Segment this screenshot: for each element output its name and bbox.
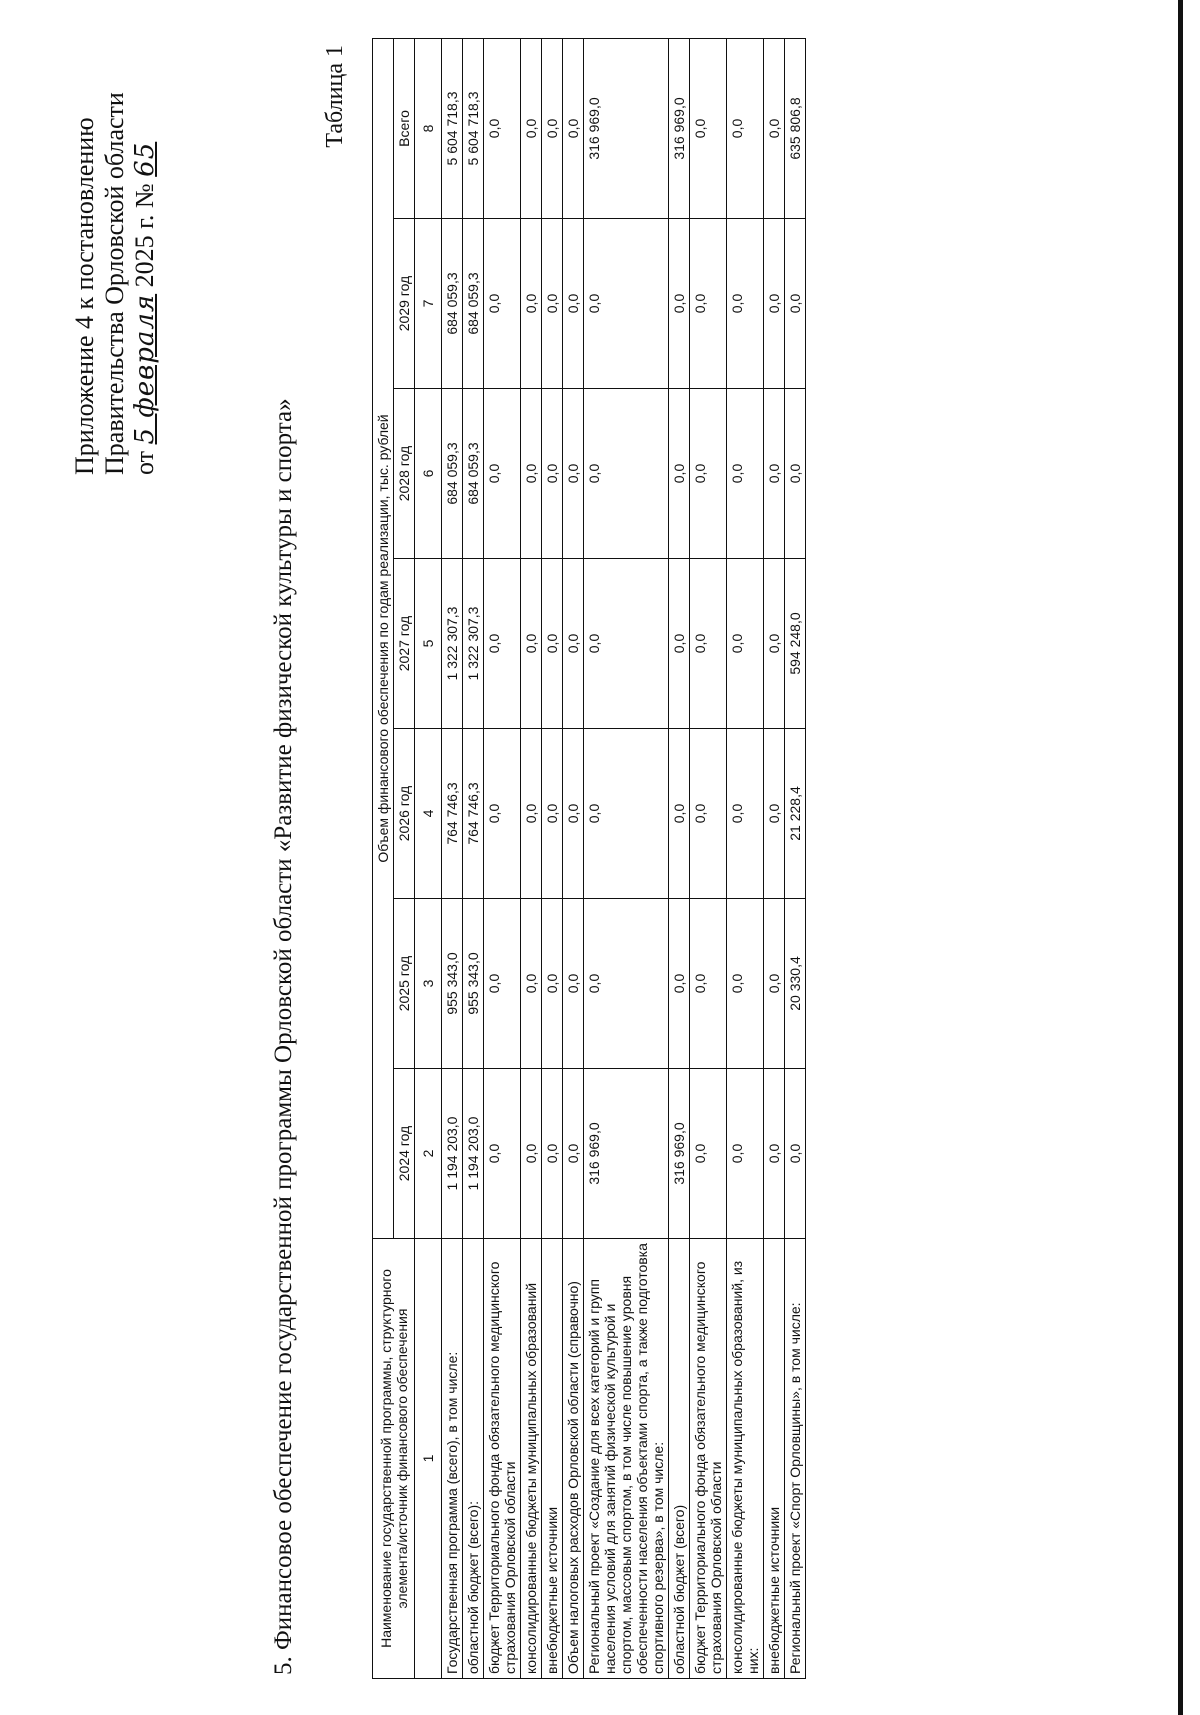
table-row (463, 38, 484, 1678)
row-year-value: 0,0 (669, 899, 690, 1069)
row-total-value: 316 969,0 (669, 38, 690, 218)
row-year-value: 0,0 (669, 559, 690, 729)
table-row (584, 38, 669, 1678)
row-label: Региональный проект «Создание для всех категорий и групп населения условий для занятий физической культурой и спортом, массовым спортом, в том числе повышение уровня обеспеченности населения объектами спорта, а также подготовка спортивного резерва», в том числе: (584, 1239, 669, 1679)
row-year-value: 764 746,3 (463, 729, 484, 899)
row-label: Государственная программа (всего), в том числе: (442, 1239, 463, 1679)
row-year-value: 21 228,4 (785, 729, 806, 899)
appendix-header (70, 15, 160, 475)
row-year-value: 0,0 (727, 559, 764, 729)
year-header: 2026 год (394, 729, 415, 899)
table-row (484, 38, 521, 1678)
row-year-value: 764 746,3 (442, 729, 463, 899)
appendix-line-2: Правительства Орловской области (100, 92, 129, 475)
column-number: 4 (415, 729, 442, 899)
row-label: Объем налоговых расходов Орловской области (справочно) (563, 1239, 584, 1679)
row-total-value: 0,0 (764, 38, 785, 218)
row-year-value: 684 059,3 (463, 389, 484, 559)
year-header: 2025 год (394, 899, 415, 1069)
scan-edge-line (1178, 0, 1183, 1715)
row-total-value: 0,0 (542, 38, 563, 218)
date-year: 2025 г. № (130, 183, 159, 288)
appendix-date-line (130, 15, 160, 475)
appendix-line-1: Приложение 4 к постановлению (70, 117, 99, 475)
row-total-value: 0,0 (563, 38, 584, 218)
row-year-value: 0,0 (542, 559, 563, 729)
row-year-value: 0,0 (521, 899, 542, 1069)
column-number: 1 (415, 1239, 442, 1679)
date-prefix: от (130, 450, 159, 475)
column-number: 8 (415, 38, 442, 218)
row-year-value: 0,0 (563, 1069, 584, 1239)
column-number: 5 (415, 559, 442, 729)
row-year-value: 0,0 (563, 729, 584, 899)
row-year-value: 0,0 (484, 219, 521, 389)
row-year-value: 0,0 (584, 729, 669, 899)
row-year-value: 316 969,0 (669, 1069, 690, 1239)
row-year-value: 0,0 (584, 899, 669, 1069)
row-year-value: 594 248,0 (785, 559, 806, 729)
row-total-value: 316 969,0 (584, 38, 669, 218)
row-year-value: 0,0 (727, 389, 764, 559)
table-row (764, 38, 785, 1678)
row-total-value: 5 604 718,3 (463, 38, 484, 218)
row-year-value: 316 969,0 (584, 1069, 669, 1239)
table-row (785, 38, 806, 1678)
row-year-value: 0,0 (690, 729, 727, 899)
row-year-value: 0,0 (521, 1069, 542, 1239)
row-year-value: 0,0 (563, 219, 584, 389)
table-row (542, 38, 563, 1678)
table-row (521, 38, 542, 1678)
row-year-value: 0,0 (785, 1069, 806, 1239)
row-year-value: 0,0 (727, 1069, 764, 1239)
year-header: 2028 год (394, 389, 415, 559)
row-year-value: 0,0 (521, 729, 542, 899)
row-year-value: 0,0 (785, 219, 806, 389)
row-year-value: 0,0 (563, 899, 584, 1069)
year-header: 2029 год (394, 219, 415, 389)
row-year-value: 0,0 (484, 1069, 521, 1239)
row-year-value: 20 330,4 (785, 899, 806, 1069)
row-year-value: 684 059,3 (442, 389, 463, 559)
row-total-value: 635 806,8 (785, 38, 806, 218)
handwritten-date: 5 февраля (130, 293, 160, 445)
row-year-value: 684 059,3 (463, 219, 484, 389)
row-year-value: 0,0 (764, 219, 785, 389)
row-year-value: 0,0 (727, 219, 764, 389)
table-row (442, 38, 463, 1678)
row-year-value: 0,0 (484, 899, 521, 1069)
row-year-value: 0,0 (727, 729, 764, 899)
row-year-value: 0,0 (785, 389, 806, 559)
name-column-header: Наименование государственной программы, структурного элемента/источник финансового обеспечения (373, 1239, 415, 1679)
table-row (690, 38, 727, 1678)
row-year-value: 1 194 203,0 (442, 1069, 463, 1239)
row-label: бюджет Территориального фонда обязательного медицинского страхования Орловской области (690, 1239, 727, 1679)
row-year-value: 0,0 (542, 389, 563, 559)
row-year-value: 684 059,3 (442, 219, 463, 389)
row-label: Региональный проект «Спорт Орловщины», в том числе: (785, 1239, 806, 1679)
row-year-value: 0,0 (764, 729, 785, 899)
row-year-value: 955 343,0 (442, 899, 463, 1069)
row-year-value: 0,0 (690, 1069, 727, 1239)
table-body (415, 38, 806, 1678)
row-year-value: 0,0 (764, 559, 785, 729)
row-year-value: 0,0 (542, 729, 563, 899)
row-year-value: 0,0 (563, 559, 584, 729)
row-year-value: 0,0 (584, 389, 669, 559)
row-year-value: 0,0 (764, 1069, 785, 1239)
table-caption: Таблица 1 (322, 45, 348, 148)
row-label: консолидированные бюджеты муниципальных образований (521, 1239, 542, 1679)
column-number-row (415, 38, 442, 1678)
row-year-value: 0,0 (542, 899, 563, 1069)
total-header: Всего (394, 38, 415, 218)
column-number: 2 (415, 1069, 442, 1239)
row-label: областной бюджет (всего): (463, 1239, 484, 1679)
row-year-value: 0,0 (669, 389, 690, 559)
row-label: бюджет Территориального фонда обязательного медицинского страхования Орловской области (484, 1239, 521, 1679)
row-year-value: 0,0 (484, 559, 521, 729)
row-year-value: 1 322 307,3 (463, 559, 484, 729)
row-year-value: 0,0 (764, 389, 785, 559)
row-year-value: 0,0 (542, 219, 563, 389)
financing-group-header: Объем финансового обеспечения по годам реализации, тыс. рублей (373, 38, 394, 1238)
row-year-value: 0,0 (727, 899, 764, 1069)
table-row (563, 38, 584, 1678)
column-number: 6 (415, 389, 442, 559)
year-header: 2027 год (394, 559, 415, 729)
table-row (669, 38, 690, 1678)
row-total-value: 5 604 718,3 (442, 38, 463, 218)
row-year-value: 0,0 (669, 729, 690, 899)
year-header: 2024 год (394, 1069, 415, 1239)
row-year-value: 0,0 (690, 219, 727, 389)
row-year-value: 0,0 (690, 389, 727, 559)
row-year-value: 0,0 (764, 899, 785, 1069)
handwritten-number: 65 (130, 141, 160, 177)
row-label: областной бюджет (всего) (669, 1239, 690, 1679)
row-year-value: 0,0 (690, 899, 727, 1069)
row-year-value: 0,0 (584, 559, 669, 729)
row-year-value: 1 322 307,3 (442, 559, 463, 729)
row-total-value: 0,0 (690, 38, 727, 218)
row-year-value: 0,0 (521, 219, 542, 389)
row-year-value: 0,0 (521, 559, 542, 729)
table-row (727, 38, 764, 1678)
column-number: 7 (415, 219, 442, 389)
row-year-value: 0,0 (484, 729, 521, 899)
row-total-value: 0,0 (727, 38, 764, 218)
row-year-value: 0,0 (542, 1069, 563, 1239)
section-title: 5. Финансовое обеспечение государственной программы Орловской области «Развитие физической культуры и спорта» (270, 398, 297, 1675)
row-year-value: 0,0 (584, 219, 669, 389)
column-number: 3 (415, 899, 442, 1069)
row-year-value: 0,0 (563, 389, 584, 559)
row-year-value: 0,0 (669, 219, 690, 389)
row-total-value: 0,0 (484, 38, 521, 218)
row-label: внебюджетные источники (542, 1239, 563, 1679)
row-label: внебюджетные источники (764, 1239, 785, 1679)
row-total-value: 0,0 (521, 38, 542, 218)
row-year-value: 0,0 (521, 389, 542, 559)
row-year-value: 0,0 (484, 389, 521, 559)
row-label: консолидированные бюджеты муниципальных образований, из них: (727, 1239, 764, 1679)
financing-table (372, 38, 806, 1679)
row-year-value: 0,0 (690, 559, 727, 729)
row-year-value: 1 194 203,0 (463, 1069, 484, 1239)
row-year-value: 955 343,0 (463, 899, 484, 1069)
